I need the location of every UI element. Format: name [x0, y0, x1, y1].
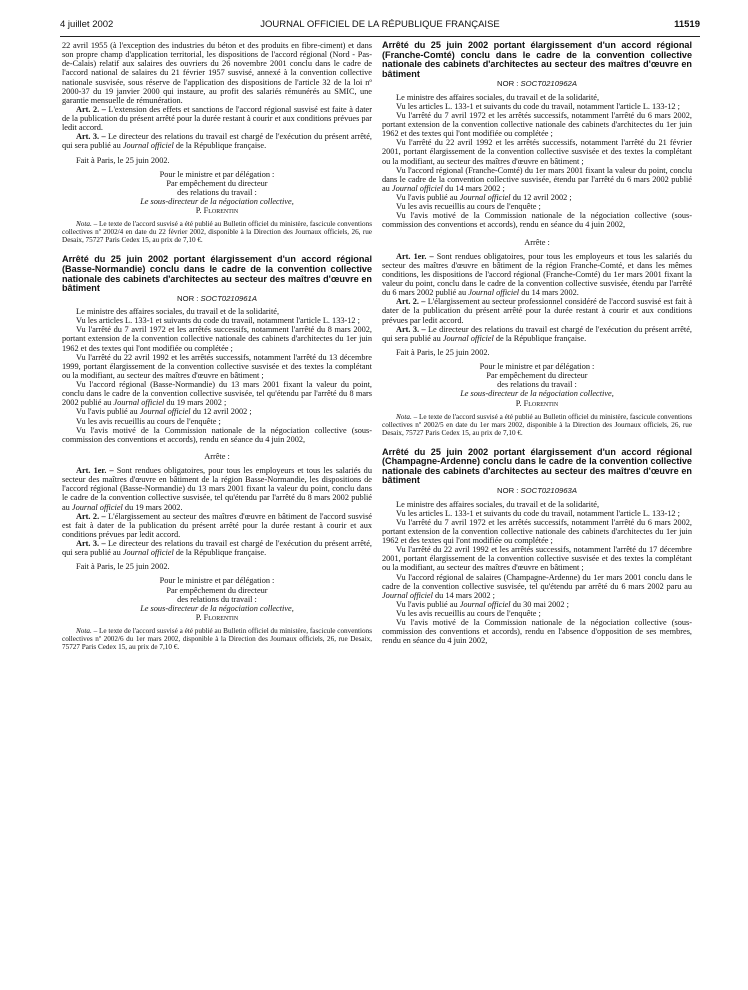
signature-block: Pour le ministre et par délégation : Par empêchement du directeur des relations du travail : Le sous-directeur de la négociation collective, P. Florentin [62, 576, 372, 622]
arrete-heading: Arrête : [204, 451, 230, 461]
signatory-name: P. Florentin [195, 206, 239, 216]
signature-block: Pour le ministre et par délégation : Par empêchement du directeur des relations du travail : Le sous-directeur de la négociation collective, P. Florentin [382, 362, 692, 408]
nota-note: Nota. – Le texte de l'accord susvisé a été publié au Bulletin officiel du ministère, fascicule conventions collectives nº 2002/4 en date du 22 février 2002, disponible à la Direction des Journaux officiels, 26, rue Desaix, 75727 Paris Cedex 15, au prix de 7,10 €. [62, 220, 372, 245]
header-date: 4 juillet 2002 [60, 19, 114, 30]
header-rule [60, 36, 700, 37]
article-1: Art. 1er. – Sont rendues obligatoires, pour tous les employeurs et tous les salariés du secteur des maîtres d'œuvre en bâtiment de la région Basse-Normandie, les dispositions de l'accord régional (Basse-Normandie) du 13 mars 2001 fixant la valeur du point, conclu dans le cadre de la convention collective susvisée, tel qu'étendu par l'arrêté du 8 mars 2002 publié au Journal officiel du 19 mars 2002. [62, 466, 372, 512]
article-3: Art. 3. – Le directeur des relations du travail est chargé de l'exécution du présent arrêté, qui sera publié au Journal officiel de la République française. [62, 132, 372, 151]
decree-title-champagne-ardenne: Arrêté du 25 juin 2002 portant élargissement d'un accord régional (Champagne-Ardenne) conclu dans le cadre de la convention collective nationale des cabinets d'architectes au secteur des maîtres d'œuvre en bâtiment [382, 446, 692, 486]
page-number: 11519 [674, 19, 700, 30]
article-3: Art. 3. – Le directeur des relations du travail est chargé de l'exécution du présent arrêté, qui sera publié au Journal officiel de la République française. [62, 539, 372, 558]
nor-reference: NOR : SOCT0210962A [497, 79, 577, 89]
right-column: Arrêté du 25 juin 2002 portant élargissement d'un accord régional (Franche-Comté) conclu dans le cadre de la convention collective nationale des cabinets d'architectes au secteur des maîtres d'œuvre en bâtiment NOR : SOCT0210962A Le ministre des affaires sociales, du travail et de la solidarité, Vu les articles L. 133-1 et suivants du code du travail, notamment l'article L. 133-12 ; Vu l'arrêté du 7 avril 1972 et les arrêtés successifs, notamment l'arrêté du 6 mars 2002, portant extension de la convention collective nationale des cabinets d'architectes du 1er juin 1962 et des textes qui l'ont modifiée ou complétée ; Vu l'arrêté du 22 avril 1992 et les arrêtés successifs, notamment l'arrêté du 21 février 2001, portant élargissement de la convention collective susvisée et des textes la complétant ou la modifiant, au secteur des maîtres d'œuvre en bâtiment ; Vu l'accord régional (Franche-Comté) du 1er mars 2001 fixant la valeur du point, conclu dans le cadre de la convention collective susvisée, étendu par l'arrêté du 6 mars 2002 publié au Journal officiel du 14 mars 2002 ; Vu l'avis publié au Journal officiel du 12 avril 2002 ; Vu les avis recueillis au cours de l'enquête ; Vu l'avis motivé de la Commission nationale de la négociation collective (sous-commission des conventions et accords), rendu en séance du 4 juin 2002, Arrête : Art. 1er. – Sont rendues obligatoires, pour tous les employeurs et tous les salariés du secteur des maîtres d'œuvre en bâtiment de la région Franche-Comté, et dans les mêmes conditions, les dispositions de l'accord régional (Franche-Comté) du 1er mars 2001 fixant la valeur du point, conclu dans le cadre de la convention collective susvisée, étendu par l'arrêté du 6 mars 2002 publié au Journal officiel du 14 mars 2002. Art. 2. – L'élargissement au secteur professionnel considéré de l'accord susvisé est fait à dater de la publication du présent arrêté pour la durée restant à courir et aux conditions prévues par ledit accord. Art. 3. – Le directeur des relations du travail est chargé de l'exécution du présent arrêté, qui sera publié au Journal officiel de la République française. Fait à Paris, le 25 juin 2002. Pour le ministre et par délégation : Par empêchement du directeur des relations du travail : Le sous-directeur de la négociation collective, P. Florentin Nota. – Le texte de l'accord susvisé a été publié au Bulletin officiel du ministère, fascicule conventions collectives nº 2002/5 en date du 1er mars 2002, disponible à la Direction des Journaux officiels, 26, rue Desaix, 75727 Paris Cedex 15, au prix de 7,10 €. Arrêté du 25 juin 2002 portant élargissement d'un accord régional (Champagne-Ardenne) conclu dans le cadre de la convention collective nationale des cabinets d'architectes au secteur des maîtres d'œuvre en bâtiment NOR : SOCT0210963A Le ministre des affaires sociales, du travail et de la solidarité, Vu les articles L. 133-1 et suivants du code du travail, notamment l'article L. 133-12 ; Vu l'arrêté du 7 avril 1972 et les arrêtés successifs, notamment l'arrêté du 6 mars 2002, portant extension de la convention collective nationale des cabinets d'architectes du 1er juin 1962 et des textes qui l'ont modifiée ou complétée ; Vu l'arrêté du 22 avril 1992 et les arrêtés successifs, notamment l'arrêté du 17 décembre 2001, portant élargissement de la convention collective susvisée et des textes la complétant ou la modifiant, au secteur des maîtres d'œuvre en bâtiment ; Vu l'accord régional de salaires (Champagne-Ardenne) du 1er mars 2001 conclu dans le cadre de la convention collective susvisée, tel qu'étendu par arrêté du 6 mars 2002 paru au Journal officiel du 14 mars 2002 ; Vu l'avis publié au Journal officiel du 30 mai 2002 ; Vu les avis recueillis au cours de l'enquête ; Vu l'avis motivé de la Commission nationale de la négociation collective (sous-commission des conventions et accords), rendu en l'absence d'opposition de ses membres, rendu en séance du 4 juin 2002, [382, 40, 692, 646]
nor-reference: NOR : SOCT0210961A [177, 293, 257, 303]
nota-note: Nota. – Le texte de l'accord susvisé a été publié au Bulletin officiel du ministère, fascicule conventions collectives nº 2002/5 en date du 1er mars 2002, disponible à la Direction des Journaux officiels, 26, rue Desaix, 75727 Paris Cedex 15, au prix de 7,10 €. [382, 412, 692, 437]
signature-block: Pour le ministre et par délégation : Par empêchement du directeur des relations du travail : Le sous-directeur de la négociation collective, P. Florentin [62, 170, 372, 216]
article-2: Art. 2. – L'extension des effets et sanctions de l'accord régional susvisé est faite à dater de la publication du présent arrêté pour la durée restant à courir et aux conditions prévues par ledit accord. [62, 104, 372, 133]
left-column: 22 avril 1955 (à l'exception des industries du béton et des produits en fibre-ciment) et dans son propre champ d'application territorial, les dispositions de l'accord régional (Nord - Pas-de-Calais) relatif aux salaires des ouvriers du 26 novembre 2001 conclu dans le cadre de l'accord national de salaires du 21 février 1957 susvisé, annexé à la convention collective nationale susvisée, sous réserve de l'application des dispositions de l'article 32 de la loi nº 2000-37 du 19 janvier 2000 qui instaure, au profit des salariés rémunérés au SMIC, une garantie mensuelle de rémunération. Art. 2. – L'extension des effets et sanctions de l'accord régional susvisé est faite à dater de la publication du présent arrêté pour la durée restant à courir et aux conditions prévues par ledit accord. Art. 3. – Le directeur des relations du travail est chargé de l'exécution du présent arrêté, qui sera publié au Journal officiel de la République française. Fait à Paris, le 25 juin 2002. Pour le ministre et par délégation : Par empêchement du directeur des relations du travail : Le sous-directeur de la négociation collective, P. Florentin Nota. – Le texte de l'accord susvisé a été publié au Bulletin officiel du ministère, fascicule conventions collectives nº 2002/4 en date du 22 février 2002, disponible à la Direction des Journaux officiels, 26, rue Desaix, 75727 Paris Cedex 15, au prix de 7,10 €. Arrêté du 25 juin 2002 portant élargissement d'un accord régional (Basse-Normandie) conclu dans le cadre de la convention collective nationale des cabinets d'architectes au secteur des maîtres d'œuvre en bâtiment NOR : SOCT0210961A Le ministre des affaires sociales, du travail et de la solidarité, Vu les articles L. 133-1 et suivants du code du travail, notamment l'article L. 133-12 ; Vu l'arrêté du 7 avril 1972 et les arrêtés successifs, notamment l'arrêté du 8 mars 2002, portant extension de la convention collective nationale des cabinets d'architectes du 1er juin 1962 et des textes qui l'ont modifiée ou complétée ; Vu l'arrêté du 22 avril 1992 et les arrêtés successifs, notamment l'arrêté du 13 décembre 1999, portant élargissement de la convention collective susvisée et des textes la complétant ou la modifiant, au secteur des maîtres d'œuvre en bâtiment ; Vu l'accord régional (Basse-Normandie) du 13 mars 2001 fixant la valeur du point, conclu dans le cadre de la convention collective susvisée, tel qu'étendu par l'arrêté du 8 mars 2002 publié au Journal officiel du 19 mars 2002 ; Vu l'avis publié au Journal officiel du 12 avril 2002 ; Vu les avis recueillis au cours de l'enquête ; Vu l'avis motivé de la Commission nationale de la négociation collective (sous-commission des conventions et accords), rendu en séance du 4 juin 2002, Arrête : Art. 1er. – Sont rendues obligatoires, pour tous les employeurs et tous les salariés du secteur des maîtres d'œuvre en bâtiment de la région Basse-Normandie, les dispositions de l'accord régional (Basse-Normandie) du 13 mars 2001 fixant la valeur du point, conclu dans le cadre de la convention collective susvisée, tel qu'étendu par l'arrêté du 8 mars 2002 publié au Journal officiel du 19 mars 2002. Art. 2. – L'élargissement au secteur des maîtres d'œuvre en bâtiment de l'accord susvisé est fait à dater de la publication du présent arrêté pour la durée restant à courir et aux conditions prévues par ledit accord. Art. 3. – Le directeur des relations du travail est chargé de l'exécution du présent arrêté, qui sera publié au Journal officiel de la République française. Fait à Paris, le 25 juin 2002. Pour le ministre et par délégation : Par empêchement du directeur des relations du travail : Le sous-directeur de la négociation collective, P. Florentin Nota. – Le texte de l'accord susvisé a été publié au Bulletin officiel du ministère, fascicule conventions collectives nº 2002/6 du 1er mars 2002, disponible à la Direction des Journaux officiels, 26, rue Desaix, 75727 Paris Cedex 15, au prix de 7,10 €. [62, 41, 372, 652]
decree-title-basse-normandie: Arrêté du 25 juin 2002 portant élargissement d'un accord régional (Basse-Normandie) conclu dans le cadre de la convention collective nationale des cabinets d'architectes au secteur des maîtres d'œuvre en bâtiment [62, 254, 372, 294]
signature-date: Fait à Paris, le 25 juin 2002. [76, 155, 170, 165]
nor-reference: NOR : SOCT0210963A [497, 486, 577, 496]
signatory-name: P. Florentin [515, 398, 559, 408]
arrete-heading: Arrête : [524, 237, 550, 247]
nota-note: Nota. – Le texte de l'accord susvisé a été publié au Bulletin officiel du ministère, fascicule conventions collectives nº 2002/6 du 1er mars 2002, disponible à la Direction des Journaux officiels, 26, rue Desaix, 75727 Paris Cedex 15, au prix de 7,10 €. [62, 627, 372, 652]
article-2: Art. 2. – L'élargissement au secteur des maîtres d'œuvre en bâtiment de l'accord susvisé est fait à dater de la publication du présent arrêté pour la durée restant à courir et aux conditions prévues par ledit accord. [62, 511, 372, 539]
continued-paragraph: 22 avril 1955 (à l'exception des industries du béton et des produits en fibre-ciment) et dans son propre champ d'application territorial, les dispositions de l'accord régional (Nord - Pas-de-Calais) relatif aux salaires des ouvriers du 26 novembre 2001 conclu dans le cadre de l'accord national de salaires du 21 février 1957 susvisé, annexé à la convention collective nationale susvisée, sous réserve de l'application des dispositions de l'article 32 de la loi nº 2000-37 du 19 janvier 2000 qui instaure, au profit des salariés rémunérés au SMIC, une garantie mensuelle de rémunération. [62, 41, 372, 105]
article-2: Art. 2. – L'élargissement au secteur professionnel considéré de l'accord susvisé est fait à dater de la publication du présent arrêté pour la durée restant à courir et aux conditions prévues par ledit accord. [382, 297, 692, 325]
article-3: Art. 3. – Le directeur des relations du travail est chargé de l'exécution du présent arrêté, qui sera publié au Journal officiel de la République française. [382, 324, 692, 343]
article-1: Art. 1er. – Sont rendues obligatoires, pour tous les employeurs et tous les salariés du secteur des maîtres d'œuvre en bâtiment de la région Franche-Comté, et dans les mêmes conditions, les dispositions de l'accord régional (Franche-Comté) du 1er mars 2001 fixant la valeur du point, conclu dans le cadre de la convention collective susvisée, étendu par l'arrêté du 6 mars 2002 publié au Journal officiel du 14 mars 2002. [382, 251, 692, 298]
signature-date: Fait à Paris, le 25 juin 2002. [76, 562, 170, 572]
signature-date: Fait à Paris, le 25 juin 2002. [396, 347, 490, 357]
signatory-name: P. Florentin [195, 612, 239, 622]
journal-title: JOURNAL OFFICIEL DE LA RÉPUBLIQUE FRANÇAISE [260, 19, 500, 30]
page-header [60, 19, 700, 33]
decree-title-franche-comte: Arrêté du 25 juin 2002 portant élargissement d'un accord régional (Franche-Comté) conclu dans le cadre de la convention collective nationale des cabinets d'architectes au secteur des maîtres d'œuvre en bâtiment [382, 40, 692, 79]
